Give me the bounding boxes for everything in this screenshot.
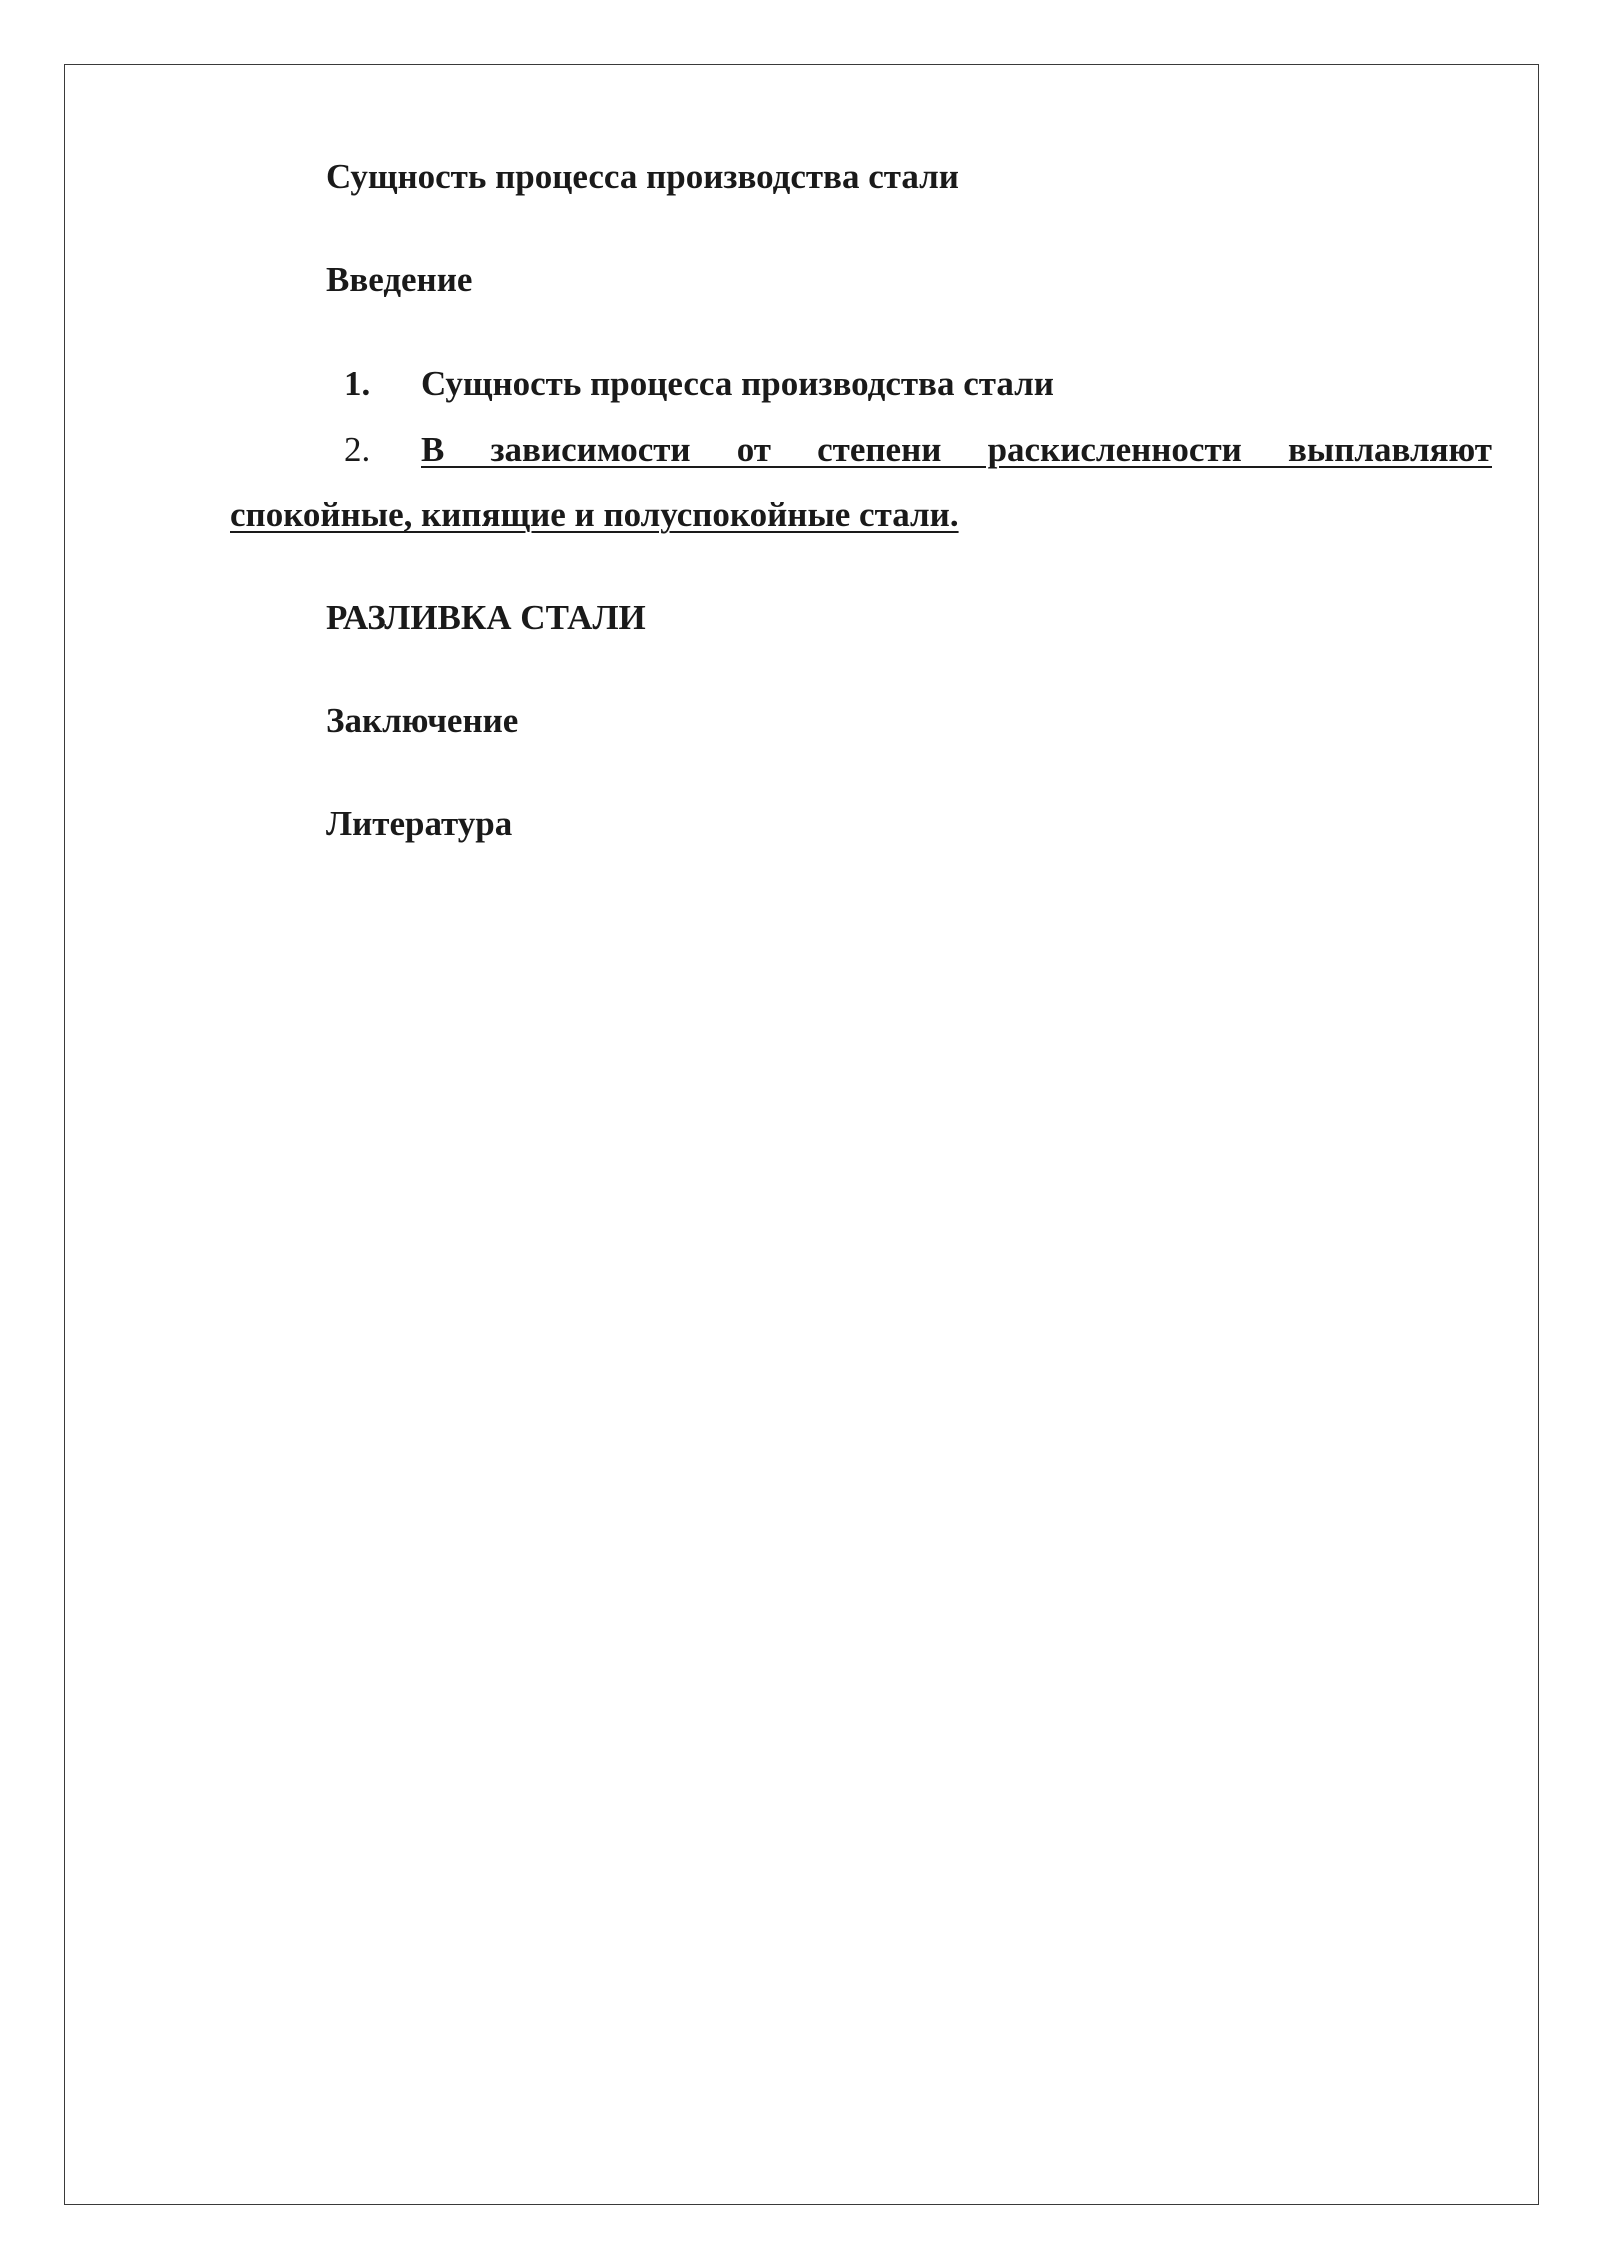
pouring-heading: РАЗЛИВКА СТАЛИ [326, 598, 646, 637]
list-number-2: 2. [344, 430, 371, 469]
intro-heading: Введение [326, 260, 473, 299]
conclusion-heading: Заключение [326, 701, 519, 740]
list-item-2-line1: В зависимости от степени раскисленности выплавляют [421, 430, 1492, 469]
list-item-2-line2: спокойные, кипящие и полуспокойные стали. [230, 495, 959, 534]
list-number-1: 1. [344, 364, 371, 403]
literature-heading: Литература [326, 804, 513, 843]
document-title: Сущность процесса производства стали [326, 157, 959, 196]
list-item-1-text: Сущность процесса производства стали [421, 364, 1054, 403]
